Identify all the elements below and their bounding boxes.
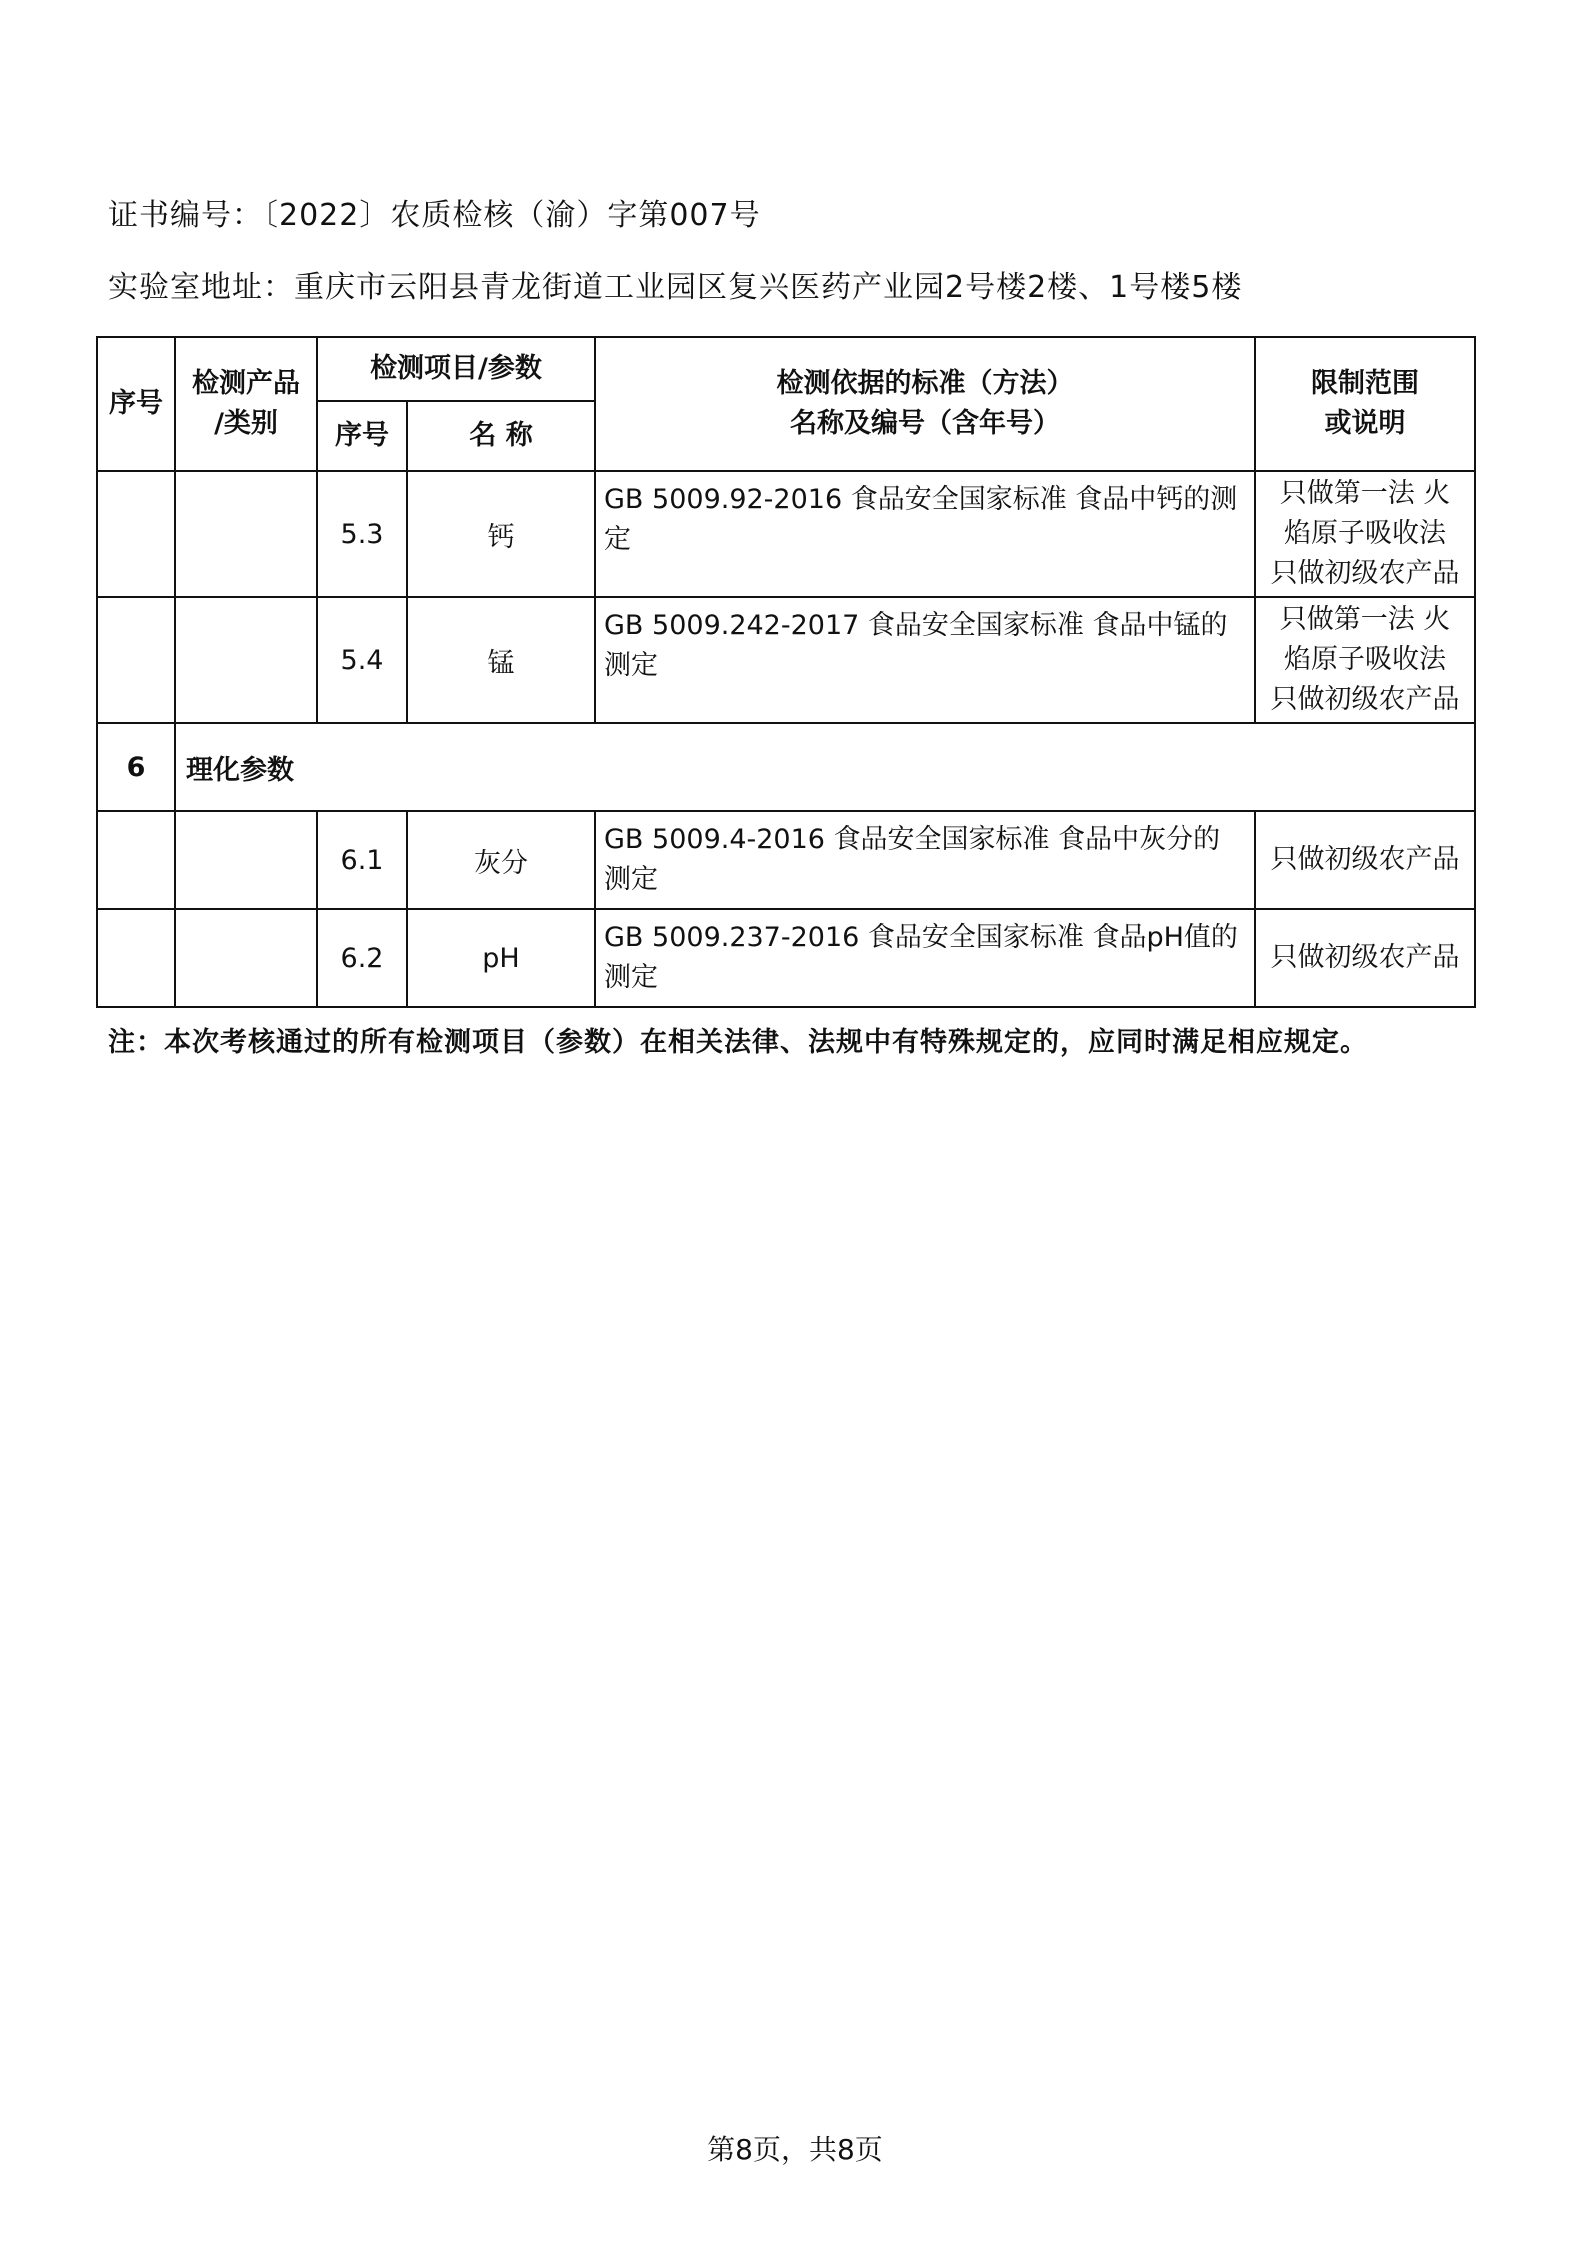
item-standard: GB 5009.237-2016 食品安全国家标准 食品pH值的测定 — [595, 909, 1255, 1007]
certificate-number: 证书编号：〔2022〕农质检核（渝）字第007号 — [108, 198, 761, 233]
header-product-line2: /类别 — [214, 408, 278, 439]
table-row — [97, 471, 1475, 597]
limit-line: 只做第一法 火 — [1279, 604, 1451, 635]
header-item-seq: 序号 — [317, 401, 407, 471]
item-seq: 6.1 — [317, 811, 407, 909]
row-seq-cell — [97, 909, 175, 1007]
row-product-cell — [175, 811, 317, 909]
row-product-cell — [175, 597, 317, 723]
header-standard-line1: 检测依据的标准（方法） — [776, 368, 1074, 399]
item-name: 锰 — [407, 597, 595, 723]
header-seq: 序号 — [97, 337, 175, 471]
section-name: 理化参数 — [175, 723, 1475, 811]
section-number: 6 — [97, 723, 175, 811]
header-item-group: 检测项目/参数 — [317, 337, 595, 401]
row-seq-cell — [97, 471, 175, 597]
table-row — [97, 811, 1475, 909]
row-product-cell — [175, 471, 317, 597]
scope-table — [96, 336, 1476, 1008]
footnote: 注：本次考核通过的所有检测项目（参数）在相关法律、法规中有特殊规定的，应同时满足相应规定。 — [108, 1027, 1368, 1058]
table-row — [97, 909, 1475, 1007]
item-limit — [1255, 597, 1475, 723]
item-limit: 只做初级农产品 — [1255, 811, 1475, 909]
item-name: 灰分 — [407, 811, 595, 909]
table-row — [97, 597, 1475, 723]
header-product-line1: 检测产品 — [192, 368, 300, 399]
item-seq: 5.4 — [317, 597, 407, 723]
row-seq-cell — [97, 811, 175, 909]
limit-line: 只做第一法 火 — [1279, 478, 1451, 509]
item-limit — [1255, 471, 1475, 597]
header-row-1 — [97, 337, 1475, 401]
header-standard — [595, 337, 1255, 471]
limit-line: 只做初级农产品 — [1270, 684, 1460, 715]
item-limit: 只做初级农产品 — [1255, 909, 1475, 1007]
header-standard-line2: 名称及编号（含年号） — [790, 408, 1060, 439]
limit-line: 只做初级农产品 — [1270, 558, 1460, 589]
header-item-name: 名 称 — [407, 401, 595, 471]
item-seq: 5.3 — [317, 471, 407, 597]
header-limit — [1255, 337, 1475, 471]
item-name: pH — [407, 909, 595, 1007]
item-standard: GB 5009.242-2017 食品安全国家标准 食品中锰的测定 — [595, 597, 1255, 723]
item-standard: GB 5009.92-2016 食品安全国家标准 食品中钙的测定 — [595, 471, 1255, 597]
lab-address: 实验室地址：重庆市云阳县青龙街道工业园区复兴医药产业园2号楼2楼、1号楼5楼 — [108, 270, 1243, 305]
header-limit-line1: 限制范围 — [1311, 368, 1419, 399]
section-row — [97, 723, 1475, 811]
row-seq-cell — [97, 597, 175, 723]
page-number: 第8页，共8页 — [707, 2133, 883, 2166]
item-name: 钙 — [407, 471, 595, 597]
limit-line: 焰原子吸收法 — [1284, 518, 1446, 549]
limit-line: 焰原子吸收法 — [1284, 644, 1446, 675]
item-standard: GB 5009.4-2016 食品安全国家标准 食品中灰分的测定 — [595, 811, 1255, 909]
item-seq: 6.2 — [317, 909, 407, 1007]
header-product — [175, 337, 317, 471]
row-product-cell — [175, 909, 317, 1007]
header-limit-line2: 或说明 — [1324, 408, 1406, 439]
